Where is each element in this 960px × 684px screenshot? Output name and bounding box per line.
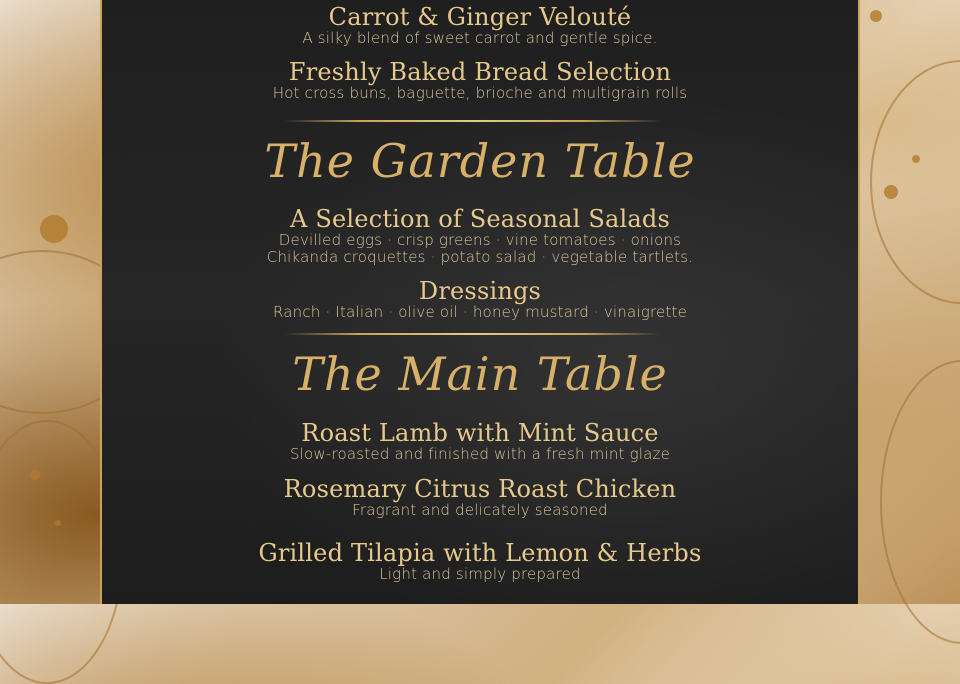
menu-item-name: Freshly Baked Bread Selection [288, 58, 672, 86]
gold-fleck [40, 215, 68, 243]
menu-item-description: Chikanda croquettes · potato salad · vegetable tartlets. [266, 248, 694, 266]
section-title-main: The Main Table [292, 347, 668, 401]
gold-fleck [912, 155, 920, 163]
menu-item-name: Dressings [418, 277, 542, 305]
menu-item-description: Fragrant and delicately seasoned [352, 501, 608, 519]
section-divider [284, 333, 660, 335]
marble-vein [870, 60, 960, 304]
gold-fleck [30, 470, 40, 480]
menu-item-tilapia [102, 540, 858, 583]
menu-item-name: Grilled Tilapia with Lemon & Herbs [258, 539, 702, 567]
menu-item-description: A silky blend of sweet carrot and gentle spice. [302, 29, 658, 47]
menu-item-salads [102, 206, 858, 266]
section-divider [284, 120, 660, 122]
menu-item-name: Rosemary Citrus Roast Chicken [283, 475, 677, 503]
menu-item-description: Light and simply prepared [379, 565, 581, 583]
section-title-garden: The Garden Table [264, 134, 696, 188]
menu-panel [100, 0, 860, 604]
gold-fleck [55, 520, 61, 526]
menu-item-lamb [102, 420, 858, 463]
menu-item-description: Hot cross buns, baguette, brioche and multigrain rolls [272, 84, 688, 102]
menu-item-name: Carrot & Ginger Velouté [328, 3, 632, 31]
menu-item-description: Ranch · Italian · olive oil · honey mustard · vinaigrette [272, 303, 688, 321]
menu-item-description: Devilled eggs · crisp greens · vine tomatoes · onions [278, 231, 682, 249]
gold-fleck [870, 10, 882, 22]
marble-vein [880, 360, 960, 644]
menu-item-name: A Selection of Seasonal Salads [290, 205, 670, 233]
menu-item-chicken [102, 476, 858, 519]
menu-item-bread [102, 59, 858, 102]
gold-fleck [884, 185, 898, 199]
menu-item-name: Roast Lamb with Mint Sauce [301, 419, 659, 447]
menu-item-description: Slow-roasted and finished with a fresh mint glaze [289, 445, 671, 463]
menu-item-dressings [102, 278, 858, 321]
menu-item-soup [102, 4, 858, 47]
